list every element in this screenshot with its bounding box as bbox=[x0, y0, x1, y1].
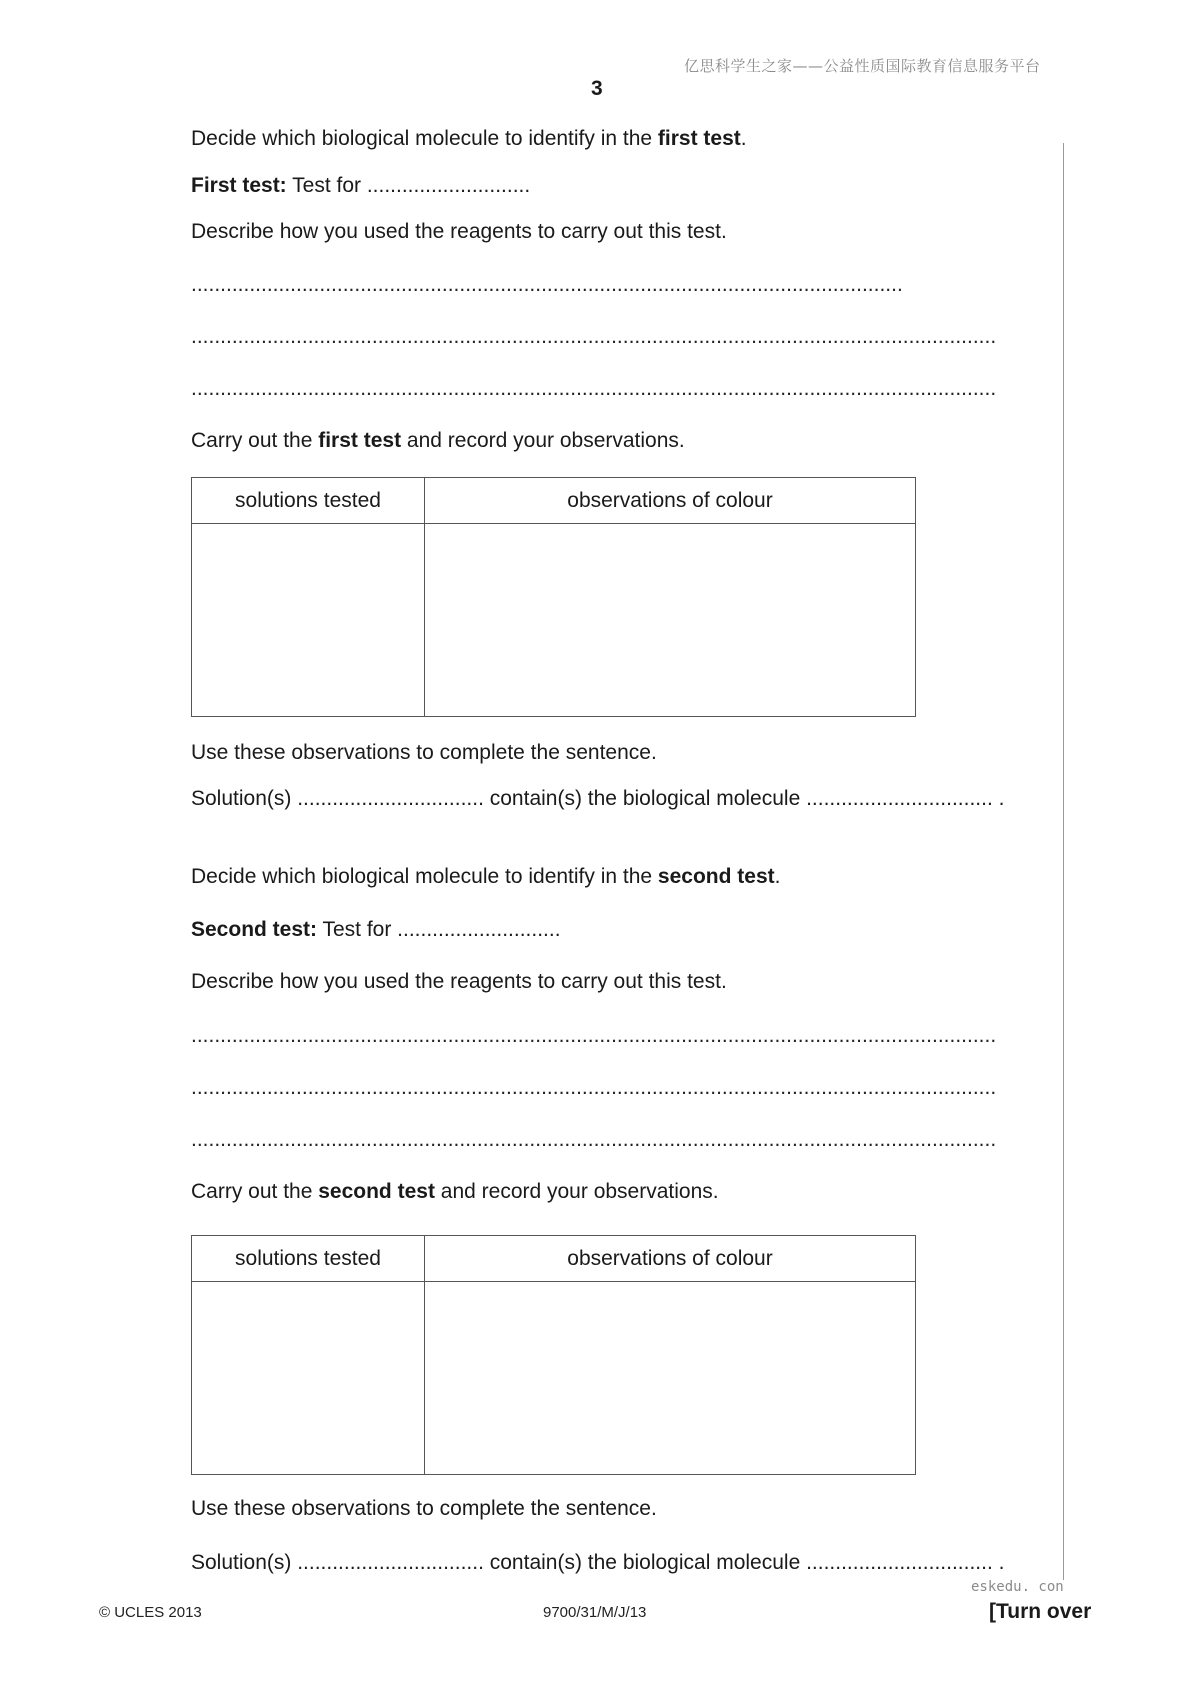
second-carry-out-text bbox=[191, 1179, 719, 1205]
second-test-line[interactable] bbox=[191, 917, 561, 943]
first-decide-pre: Decide which biological molecule to identify in the bbox=[191, 127, 658, 150]
first-test-label: First test: bbox=[191, 174, 287, 197]
second-decide-bold: second test bbox=[657, 865, 775, 888]
second-test-for-blank[interactable]: Test for ............................ bbox=[317, 918, 561, 941]
first-test-line[interactable] bbox=[191, 173, 530, 199]
first-use-observations: Use these observations to complete the sentence. bbox=[191, 741, 657, 764]
first-conclusion-sentence[interactable]: Solution(s) ................................ contain(s) the biological molecule ................................ . bbox=[191, 787, 1005, 810]
first-decide-post: . bbox=[740, 127, 747, 150]
second-answer-line-1[interactable]: .......................................................................................................................................... bbox=[191, 1024, 997, 1047]
footer-watermark: eskedu. con bbox=[971, 1579, 1064, 1595]
second-col-solutions-tested: solutions tested bbox=[192, 1236, 425, 1282]
header-watermark: 亿思科学生之家——公益性质国际教育信息服务平台 bbox=[684, 57, 1041, 75]
first-decide-text bbox=[191, 126, 747, 152]
second-solutions-cell[interactable] bbox=[192, 1282, 425, 1475]
first-observations-cell[interactable] bbox=[425, 524, 916, 717]
second-observations-table bbox=[191, 1235, 916, 1475]
second-conclusion-sentence[interactable]: Solution(s) ................................ contain(s) the biological molecule ................................ . bbox=[191, 1551, 1005, 1574]
first-answer-line-2[interactable]: .......................................................................................................................................... bbox=[191, 325, 997, 348]
first-solutions-cell[interactable] bbox=[192, 524, 425, 717]
first-answer-line-1[interactable]: .......................................................................................................................... bbox=[191, 273, 903, 296]
paper-code: 9700/31/M/J/13 bbox=[543, 1604, 647, 1621]
first-observations-table bbox=[191, 477, 916, 717]
first-carry-bold: first test bbox=[318, 429, 402, 452]
second-answer-line-2[interactable]: .......................................................................................................................................... bbox=[191, 1076, 997, 1099]
first-test-for-blank[interactable]: Test for ............................ bbox=[286, 174, 531, 197]
first-answer-line-3[interactable]: .......................................................................................................................................... bbox=[191, 377, 997, 400]
first-carry-post: and record your observations. bbox=[401, 429, 685, 452]
first-describe-prompt: Describe how you used the reagents to carry out this test. bbox=[191, 220, 727, 243]
second-answer-line-3[interactable]: .......................................................................................................................................... bbox=[191, 1128, 997, 1151]
turn-over: [Turn over bbox=[989, 1600, 1092, 1623]
first-decide-bold: first test bbox=[657, 127, 741, 150]
second-carry-bold: second test bbox=[318, 1180, 435, 1203]
copyright: © UCLES 2013 bbox=[99, 1604, 202, 1621]
second-describe-prompt: Describe how you used the reagents to carry out this test. bbox=[191, 970, 727, 993]
margin-rule bbox=[1063, 143, 1064, 1580]
second-observations-cell[interactable] bbox=[425, 1282, 916, 1475]
second-carry-post: and record your observations. bbox=[434, 1180, 719, 1203]
page-number: 3 bbox=[591, 77, 603, 100]
first-col-observations: observations of colour bbox=[425, 478, 916, 524]
second-decide-pre: Decide which biological molecule to identify in the bbox=[191, 865, 658, 888]
second-decide-post: . bbox=[774, 865, 781, 888]
first-carry-pre: Carry out the bbox=[191, 429, 319, 452]
first-col-solutions-tested: solutions tested bbox=[192, 478, 425, 524]
first-carry-out-text bbox=[191, 428, 685, 454]
second-carry-pre: Carry out the bbox=[191, 1180, 319, 1203]
second-decide-text bbox=[191, 864, 780, 890]
second-col-observations: observations of colour bbox=[425, 1236, 916, 1282]
second-test-label: Second test: bbox=[191, 918, 318, 941]
second-use-observations: Use these observations to complete the sentence. bbox=[191, 1497, 657, 1520]
